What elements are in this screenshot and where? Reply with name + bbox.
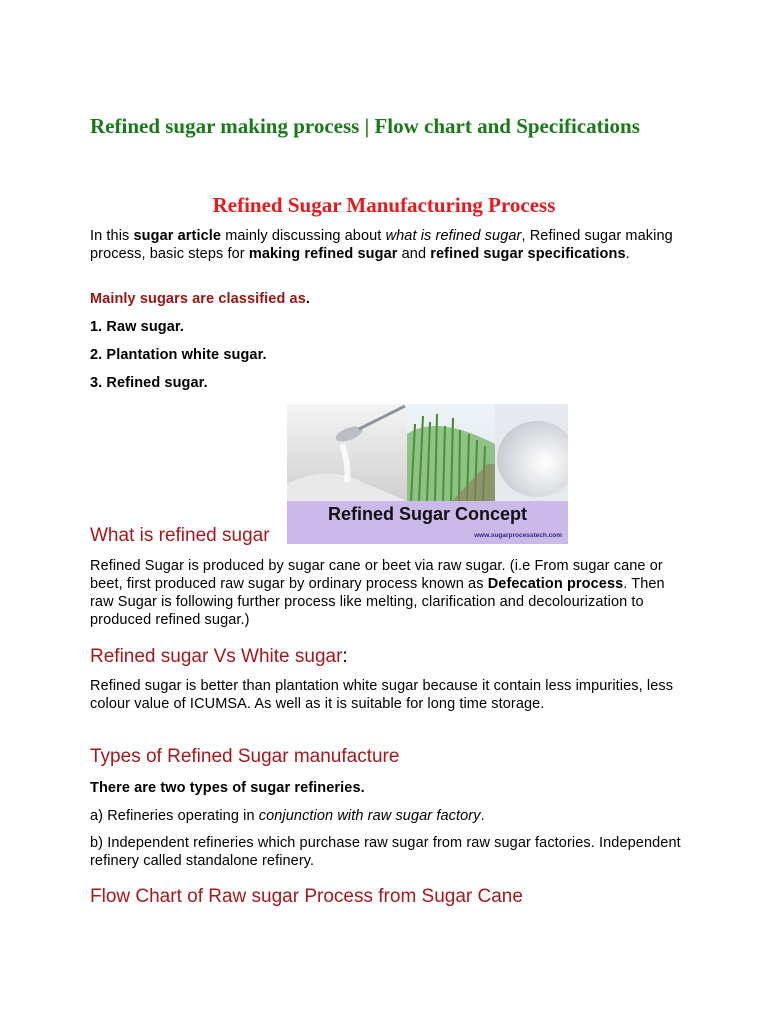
image-caption: Refined Sugar Concept bbox=[327, 504, 528, 524]
class-item-3: 3. Refined sugar. bbox=[90, 375, 208, 391]
types-intro: There are two types of sugar refineries. bbox=[90, 780, 365, 796]
vs-paragraph: Refined sugar is better than plantation white sugar because it contain less impurities, less colour value of ICUMSA. As well as it is suitable for long time storage. bbox=[90, 678, 674, 712]
type-b: b) Independent refineries which purchase raw sugar from raw sugar factories. Independent refinery called standalone refinery. bbox=[90, 835, 681, 869]
sugar-article-link[interactable]: sugar article bbox=[133, 228, 222, 244]
vs-heading: Refined sugar Vs White sugar: bbox=[90, 646, 348, 667]
refined-sugar-concept-image bbox=[287, 404, 568, 544]
image-watermark-url: www.sugarprocesstech.com bbox=[474, 532, 562, 539]
classified-heading: Mainly sugars are classified as. bbox=[90, 291, 311, 307]
intro-paragraph: In this sugar article mainly discussing about what is refined sugar, Refined sugar making process, basic steps for making refined sugar and refined sugar specifications. bbox=[90, 228, 673, 262]
flow-chart-heading: Flow Chart of Raw sugar Process from Sugar Cane bbox=[90, 886, 523, 907]
sugar-collage-graphic bbox=[287, 404, 568, 501]
type-a: a) Refineries operating in conjunction with raw sugar factory. bbox=[90, 808, 485, 824]
class-item-2: 2. Plantation white sugar. bbox=[90, 347, 267, 363]
class-item-1: 1. Raw sugar. bbox=[90, 319, 184, 335]
what-is-refined-sugar-heading: What is refined sugar bbox=[90, 525, 270, 546]
page-title: Refined sugar making process | Flow chart and Specifications bbox=[90, 114, 640, 138]
page-subtitle: Refined Sugar Manufacturing Process bbox=[212, 193, 556, 217]
types-heading: Types of Refined Sugar manufacture bbox=[90, 746, 400, 767]
what-paragraph: Refined Sugar is produced by sugar cane or beet via raw sugar. (i.e From sugar cane or beet, first produced raw sugar by ordinary process known as Defecation process. Then raw Sugar is following further process like melting, clarification and decolourization to produced refined sugar.) bbox=[90, 558, 665, 628]
